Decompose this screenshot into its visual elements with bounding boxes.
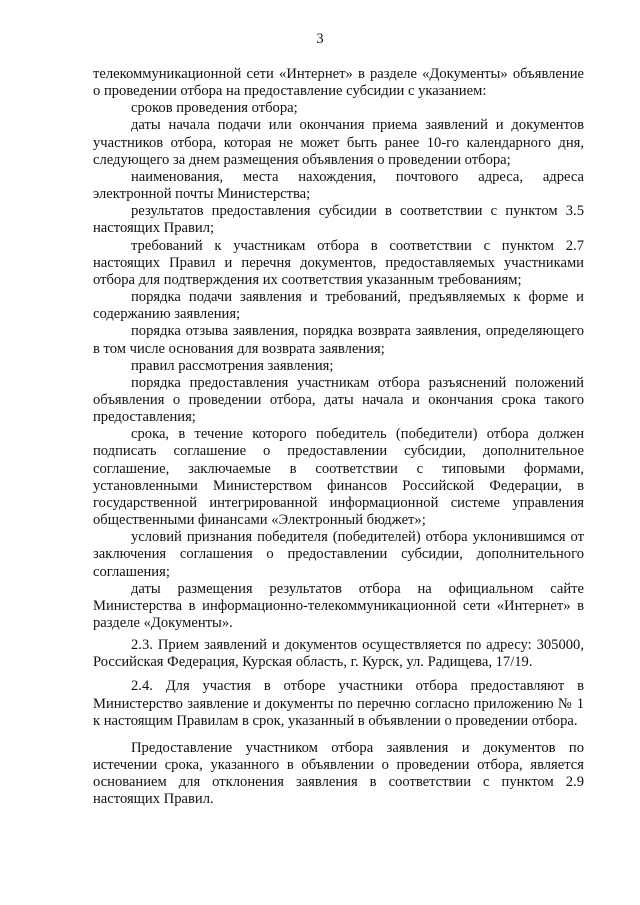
paragraph-item: порядка предоставления участникам отбора разъяснений положений объявления о проведении отбора, даты начала и окончания срока такого предоставления; [93,374,584,426]
document-body [93,66,584,809]
paragraph-item: срока, в течение которого победитель (победители) отбора должен подписать соглашение о предоставлении субсидии, дополнительное соглашение, заключаемые в соответствии с типовыми формами, установленными Министерством финансов Российской Федерации, в государственной интегрированной информационной системе управления общественными финансами «Электронный бюджет»; [93,426,584,529]
paragraph-item: наименования, места нахождения, почтового адреса, адреса электронной почты Министерства; [93,168,584,203]
paragraph-item: порядка отзыва заявления, порядка возврата заявления, определяющего в том числе основания для возврата заявления; [93,323,584,357]
paragraph-clause-2-4: 2.4. Для участия в отборе участники отбора предоставляют в Министерство заявление и документы по перечню согласно приложению № 1 к настоящим Правилам в срок, указанный в объявлении о проведении отбора. [93,678,584,729]
paragraph-intro: телекоммуникационной сети «Интернет» в разделе «Документы» объявление о проведении отбора на предоставление субсидии с указанием: [93,66,584,100]
paragraph-item: правил рассмотрения заявления; [131,357,334,374]
paragraph-item: условий признания победителя (победителей) отбора уклонившимся от заключения соглашения о предоставлении субсидии, дополнительного соглашения; [93,529,584,580]
paragraph-item: результатов предоставления субсидии в соответствии с пунктом 3.5 настоящих Правил; [93,203,584,237]
paragraph-deadline-note: Предоставление участником отбора заявления и документов по истечении срока, указанного в объявлении о проведении отбора, является основанием для отклонения заявления в соответствии с пунктом 2.9 настоящих Правил. [93,739,584,808]
paragraph-item: даты начала подачи или окончания приема заявлений и документов участников отбора, которая не может быть ранее 10-го календарного дня, следующего за днем размещения объявления о проведении отбора; [93,117,584,168]
paragraph-item: даты размещения результатов отбора на официальном сайте Министерства в информационно-телекоммуникационной сети «Интернет» в разделе «Документы». [93,580,584,631]
page-number: 3 [316,31,324,47]
paragraph-clause-2-3: 2.3. Прием заявлений и документов осуществляется по адресу: 305000, Российская Федерация, Курская область, г. Курск, ул. Радищева, 17/19. [93,637,584,671]
paragraph-item: требований к участникам отбора в соответствии с пунктом 2.7 настоящих Правил и перечня документов, предоставляемых участниками отбора для подтверждения их соответствия указанным требованиям; [93,237,584,288]
paragraph-item: порядка подачи заявления и требований, предъявляемых к форме и содержанию заявления; [93,289,584,323]
paragraph-item: сроков проведения отбора; [131,100,298,117]
